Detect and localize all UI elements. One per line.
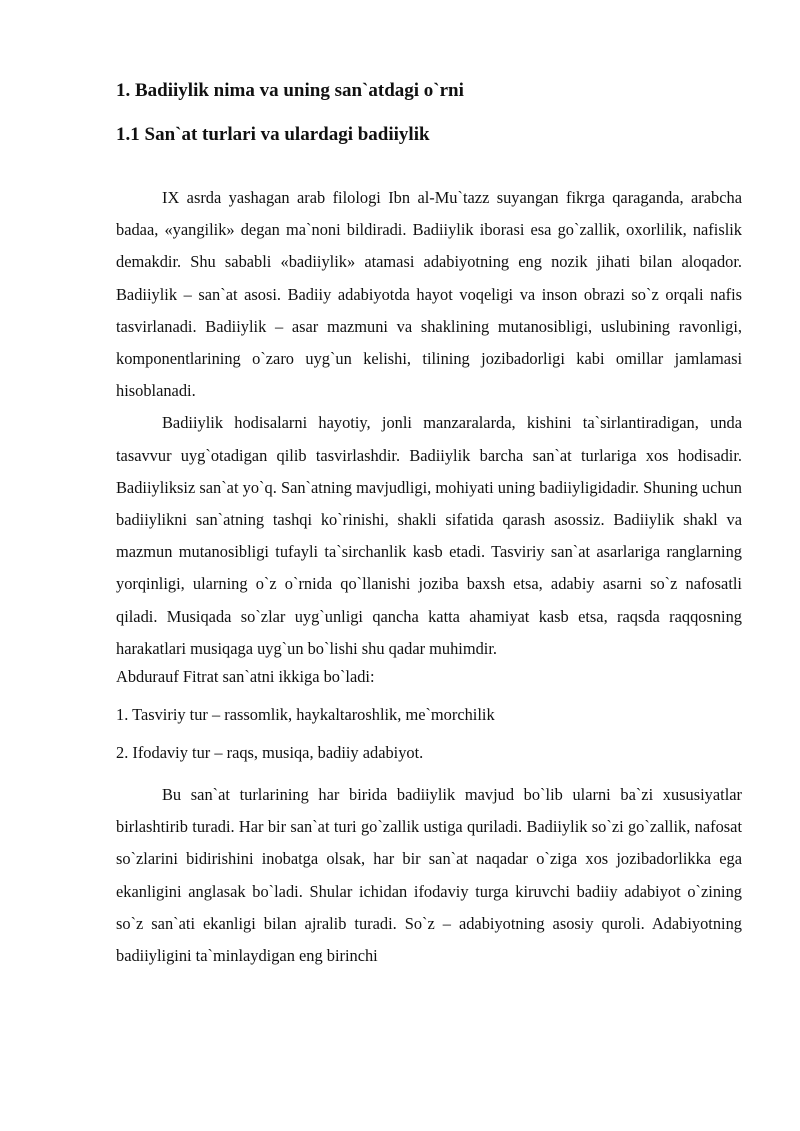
list-item-1: 1. Tasviriy tur – rassomlik, haykaltaroshlik, me`morchilik bbox=[116, 705, 495, 725]
paragraph-3: Bu san`at turlarining har birida badiiylik mavjud bo`lib ularni ba`zi xususiyatlar birlashtirib turadi. Har bir san`at turi go`zallik ustiga quriladi. Badiiylik so`zi go`zallik, nafosat so`zlarini bidirishini inobatga olsak, har bir san`at naqadar o`ziga xos jozibadorlikka ega ekanligini anglasak bo`ladi. Shular ichidan ifodaviy turga kiruvchi badiiy adabiyot o`zining so`z san`ati ekanligi bilan ajralib turadi. So`z – adabiyotning asosiy quroli. Adabiyotning badiiyligini ta`minlaydigan eng birinchi bbox=[116, 785, 742, 966]
main-heading: 1. Badiiylik nima va uning san`atdagi o`rni bbox=[116, 80, 464, 101]
paragraph-2: Badiiylik hodisalarni hayotiy, jonli manzaralarda, kishini ta`sirlantiradigan, unda tasavvur uyg`otadigan qilib tasvirlashdir. Badiiylik barcha san`at turlariga xos hodisadir. Badiiyliksiz san`at yo`q. San`atning mavjudligi, mohiyati uning badiiyligidadir. Shuning uchun badiiylikni san`atning tashqi ko`rinishi, shakli sifatida qarash asossiz. Badiiylik shakl va mazmun mutanosibligi tufayli ta`sirchanlik kasb etadi. Tasviriy san`at asarlariga ranglarning yorqinligi, ularning o`z o`rnida qo`llanishi joziba baxsh etsa, adabiy asarni so`z nafosatli qiladi. Musiqada so`zlar uyg`unligi qancha katta ahamiyat kasb etsa, raqsda raqqosning harakatlari musiqaga uyg`un bo`lishi shu qadar muhimdir. bbox=[116, 413, 742, 658]
fitrat-line: Abdurauf Fitrat san`atni ikkiga bo`ladi: bbox=[116, 667, 375, 687]
document-page bbox=[116, 72, 742, 972]
section-heading: 1.1 San`at turlari va ulardagi badiiylik bbox=[116, 124, 430, 145]
list-item-2: 2. Ifodaviy tur – raqs, musiqa, badiiy adabiyot. bbox=[116, 743, 424, 763]
paragraph-1: IX asrda yashagan arab filologi Ibn al-Mu`tazz suyangan fikrga qaraganda, arabcha badaa, «yangilik» degan ma`noni bildiradi. Badiiylik iborasi esa go`zallik, oxorlilik, nafislik demakdir. Shu sababli «badiiylik» atamasi adabiyotning eng nozik jihati bilan aloqador. Badiiylik – san`at asosi. Badiiy adabiyotda hayot voqeligi va inson obrazi so`z orqali nafis tasvirlanadi. Badiiylik – asar mazmuni va shaklining mutanosibligi, uslubining ravonligi, komponentlarining o`zaro uyg`un kelishi, tilining jozibadorligi kabi omillar jamlamasi hisoblanadi. bbox=[116, 188, 742, 401]
